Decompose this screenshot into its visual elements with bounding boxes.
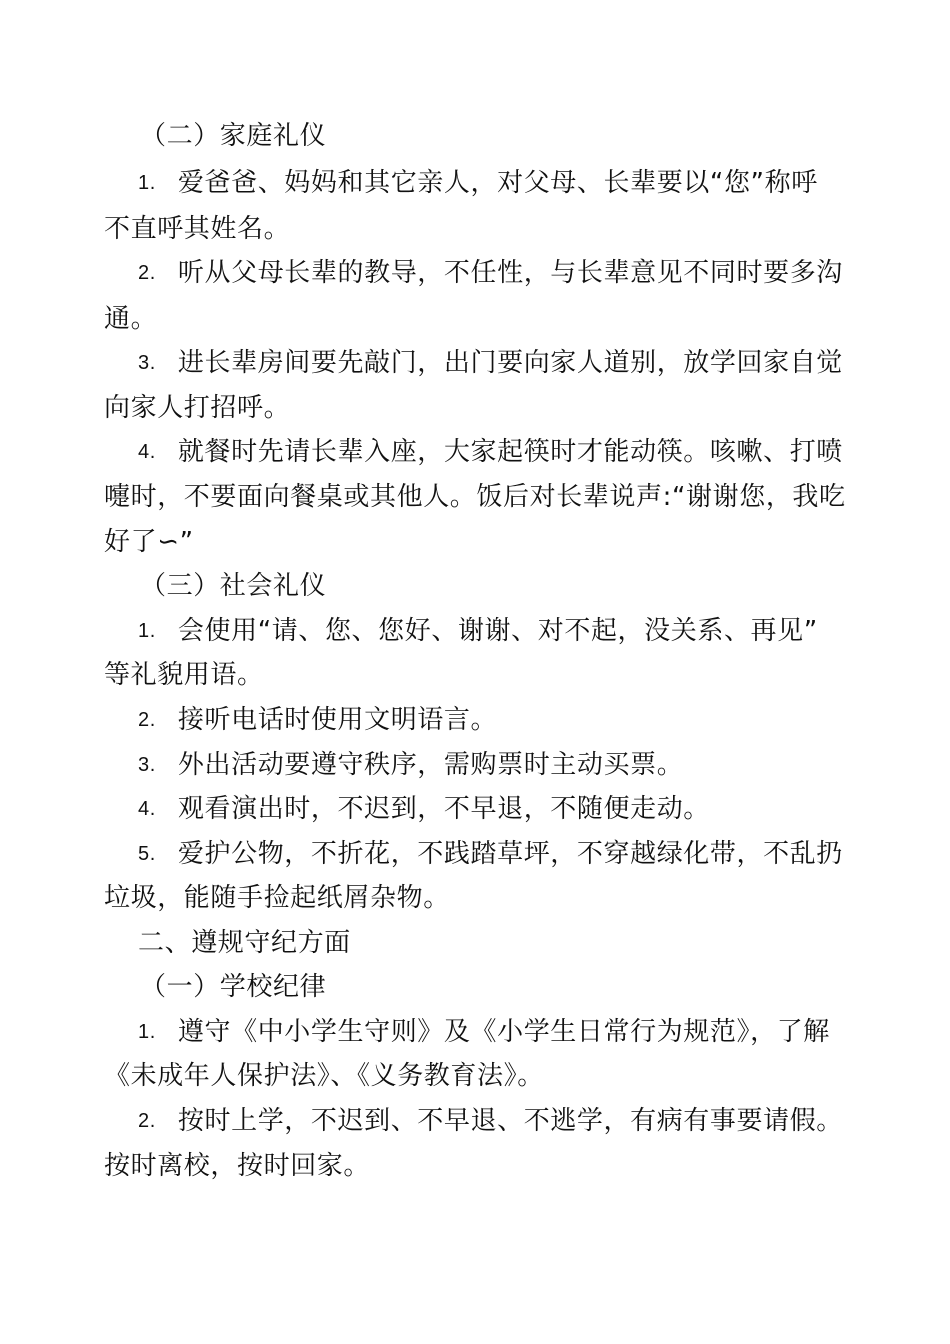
item-number: 2.	[138, 1110, 156, 1132]
item-number: 3.	[138, 754, 156, 776]
item-text: 爱护公物，不折花，不践踏草坪，不穿越绿化带，不乱扔	[177, 839, 843, 869]
item-text-continuation: 好了∽”	[104, 527, 194, 557]
item-number: 2.	[138, 709, 156, 731]
item-number: 5.	[138, 843, 156, 865]
item-text-continuation: 向家人打招呼。	[104, 393, 291, 423]
item-text: 外出活动要遵守秩序，需购票时主动买票。	[177, 750, 684, 780]
item-text: 按时上学，不迟到、不早退、不逃学，有病有事要请假。	[177, 1106, 843, 1136]
item-text: 接听电话时使用文明语言。	[177, 705, 498, 735]
item-text-continuation: 按时离校，按时回家。	[104, 1151, 371, 1181]
item-text: 爱爸爸、妈妈和其它亲人，对父母、长辈要以“您”称呼	[177, 168, 818, 198]
item-text: 遵守《中小学生守则》及《小学生日常行为规范》，了解	[177, 1017, 830, 1047]
item-number: 1.	[138, 620, 156, 642]
subsection-heading-school-discipline: （一）学校纪律	[140, 972, 327, 1002]
item-number: 4.	[138, 798, 156, 820]
list-item-line	[138, 256, 843, 290]
item-text-continuation: 不直呼其姓名。	[104, 214, 291, 244]
item-text: 会使用“请、您、您好、谢谢、对不起，没关系、再见”	[177, 616, 818, 646]
item-text-continuation: 垃圾，能随手捡起纸屑杂物。	[104, 883, 450, 913]
section-heading-social-etiquette: （三）社会礼仪	[140, 571, 327, 601]
list-item-line	[138, 792, 710, 826]
list-item-line	[138, 1015, 830, 1049]
list-item-line	[138, 748, 683, 782]
item-text-continuation: 等礼貌用语。	[104, 660, 264, 690]
item-text: 就餐时先请长辈入座，大家起筷时才能动筷。咳嗽、打喷	[177, 437, 843, 467]
section-heading-family-etiquette: （二）家庭礼仪	[140, 121, 327, 151]
item-number: 3.	[138, 352, 156, 374]
list-item-line	[138, 837, 843, 871]
list-item-line	[138, 1104, 843, 1138]
list-item-line	[138, 435, 843, 469]
list-item-line	[138, 346, 843, 380]
item-text-continuation: 《未成年人保护法》、《义务教育法》。	[104, 1061, 544, 1091]
list-item-line	[138, 166, 818, 200]
item-number: 1.	[138, 1021, 156, 1043]
item-number: 4.	[138, 441, 156, 463]
item-text-continuation: 通。	[104, 304, 158, 334]
item-number: 1.	[138, 172, 156, 194]
section-heading-discipline: 二、遵规守纪方面	[138, 928, 351, 958]
item-text: 进长辈房间要先敲门，出门要向家人道别，放学回家自觉	[177, 348, 843, 378]
item-number: 2.	[138, 262, 156, 284]
item-text: 观看演出时，不迟到，不早退，不随便走动。	[177, 794, 710, 824]
item-text-continuation: 嚏时，不要面向餐桌或其他人。饭后对长辈说声:“谢谢您，我吃	[104, 482, 846, 512]
list-item-line	[138, 703, 497, 737]
list-item-line	[138, 614, 818, 648]
item-text: 听从父母长辈的教导，不任性，与长辈意见不同时要多沟	[177, 258, 843, 288]
